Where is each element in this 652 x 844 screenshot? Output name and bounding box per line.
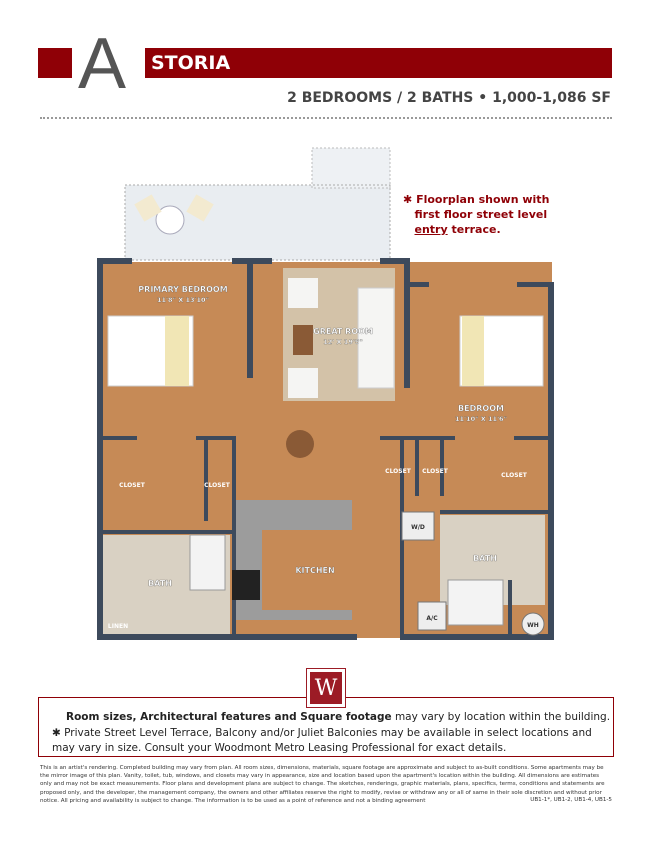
terrace-note: ✱ Floorplan shown with first floor street level entry terrace.	[403, 193, 550, 236]
coffee-table	[293, 325, 313, 355]
closet-label: CLOSET	[385, 468, 411, 475]
bathtub	[448, 580, 503, 625]
great-room-label: GREAT ROOM	[313, 327, 373, 336]
bath-label: BATH	[473, 554, 497, 563]
closet-label: CLOSET	[119, 482, 145, 489]
floorplan-drawing	[0, 140, 652, 660]
sofa	[358, 288, 394, 388]
armchair	[288, 368, 318, 398]
primary-bedroom-label: PRIMARY BEDROOM	[138, 285, 228, 294]
fine-print: This is an artist's rendering. Completed building may vary from plan. All room sizes, dimensions, materials, square footage are approximate and subject to as-built conditions. Some apartments may be the mirror image of this plan. Vanity, toilet, tub, windows, and closets may vary in appearance, size and location based upon the apartment's location within the building. All dimensions are estimates only and may not be exact measurements. Floor plans and development plans are subject to change. The sketches, renderings, graphic materials, plans, specifics, terms, conditions and statements are proposed only, and the developer, the management company, the owners and other affiliates reserve the right to modify, revise or withdraw any or all of same in their sole discretion and without prior notice. All pricing and availability is subject to change. The information is to be used as a point of reference and not a binding agreement	[40, 765, 605, 804]
bedroom-dim: 11'10" X 11'6"	[455, 415, 507, 423]
great-room-dim: 12' X 19'5"	[323, 338, 363, 346]
wd-label: W/D	[411, 524, 425, 531]
disclaimer-line2: ✱ Private Street Level Terrace, Balcony and/or Juliet Balconies may be available in select locations and may vary in size. Consult your Woodmont Metro Leasing Professional for exact details.	[52, 727, 592, 754]
dotted-divider	[40, 117, 612, 119]
closet-label: CLOSET	[204, 482, 230, 489]
bedroom-label: BEDROOM	[458, 404, 504, 413]
brand-square	[38, 48, 72, 78]
kitchen-label: KITCHEN	[295, 566, 335, 575]
shower	[190, 535, 225, 590]
plan-title: STORIA	[151, 52, 231, 74]
stove	[232, 570, 260, 600]
disclaimer-line1: Room sizes, Architectural features and Square footage may vary by location within the building.	[66, 711, 611, 723]
closet-label: CLOSET	[501, 472, 527, 479]
armchair	[288, 278, 318, 308]
primary-bedroom-dim: 11'8" X 13'10"	[157, 296, 209, 304]
plan-subtitle: 2 BEDROOMS / 2 BATHS • 1,000-1,086 SF	[287, 90, 611, 106]
woodmont-logo: W	[307, 669, 345, 707]
plan-letter: A	[78, 24, 127, 104]
linen-label: LINEN	[107, 623, 129, 630]
dining-table	[286, 430, 314, 458]
primary-bath-label: BATH	[148, 579, 172, 588]
closet-label: CLOSET	[422, 468, 448, 475]
ac-label: A/C	[426, 615, 438, 622]
wh-label: WH	[527, 622, 539, 629]
unit-codes: UB1-1*, UB1-2, UB1-4, UB1-5	[530, 797, 612, 803]
